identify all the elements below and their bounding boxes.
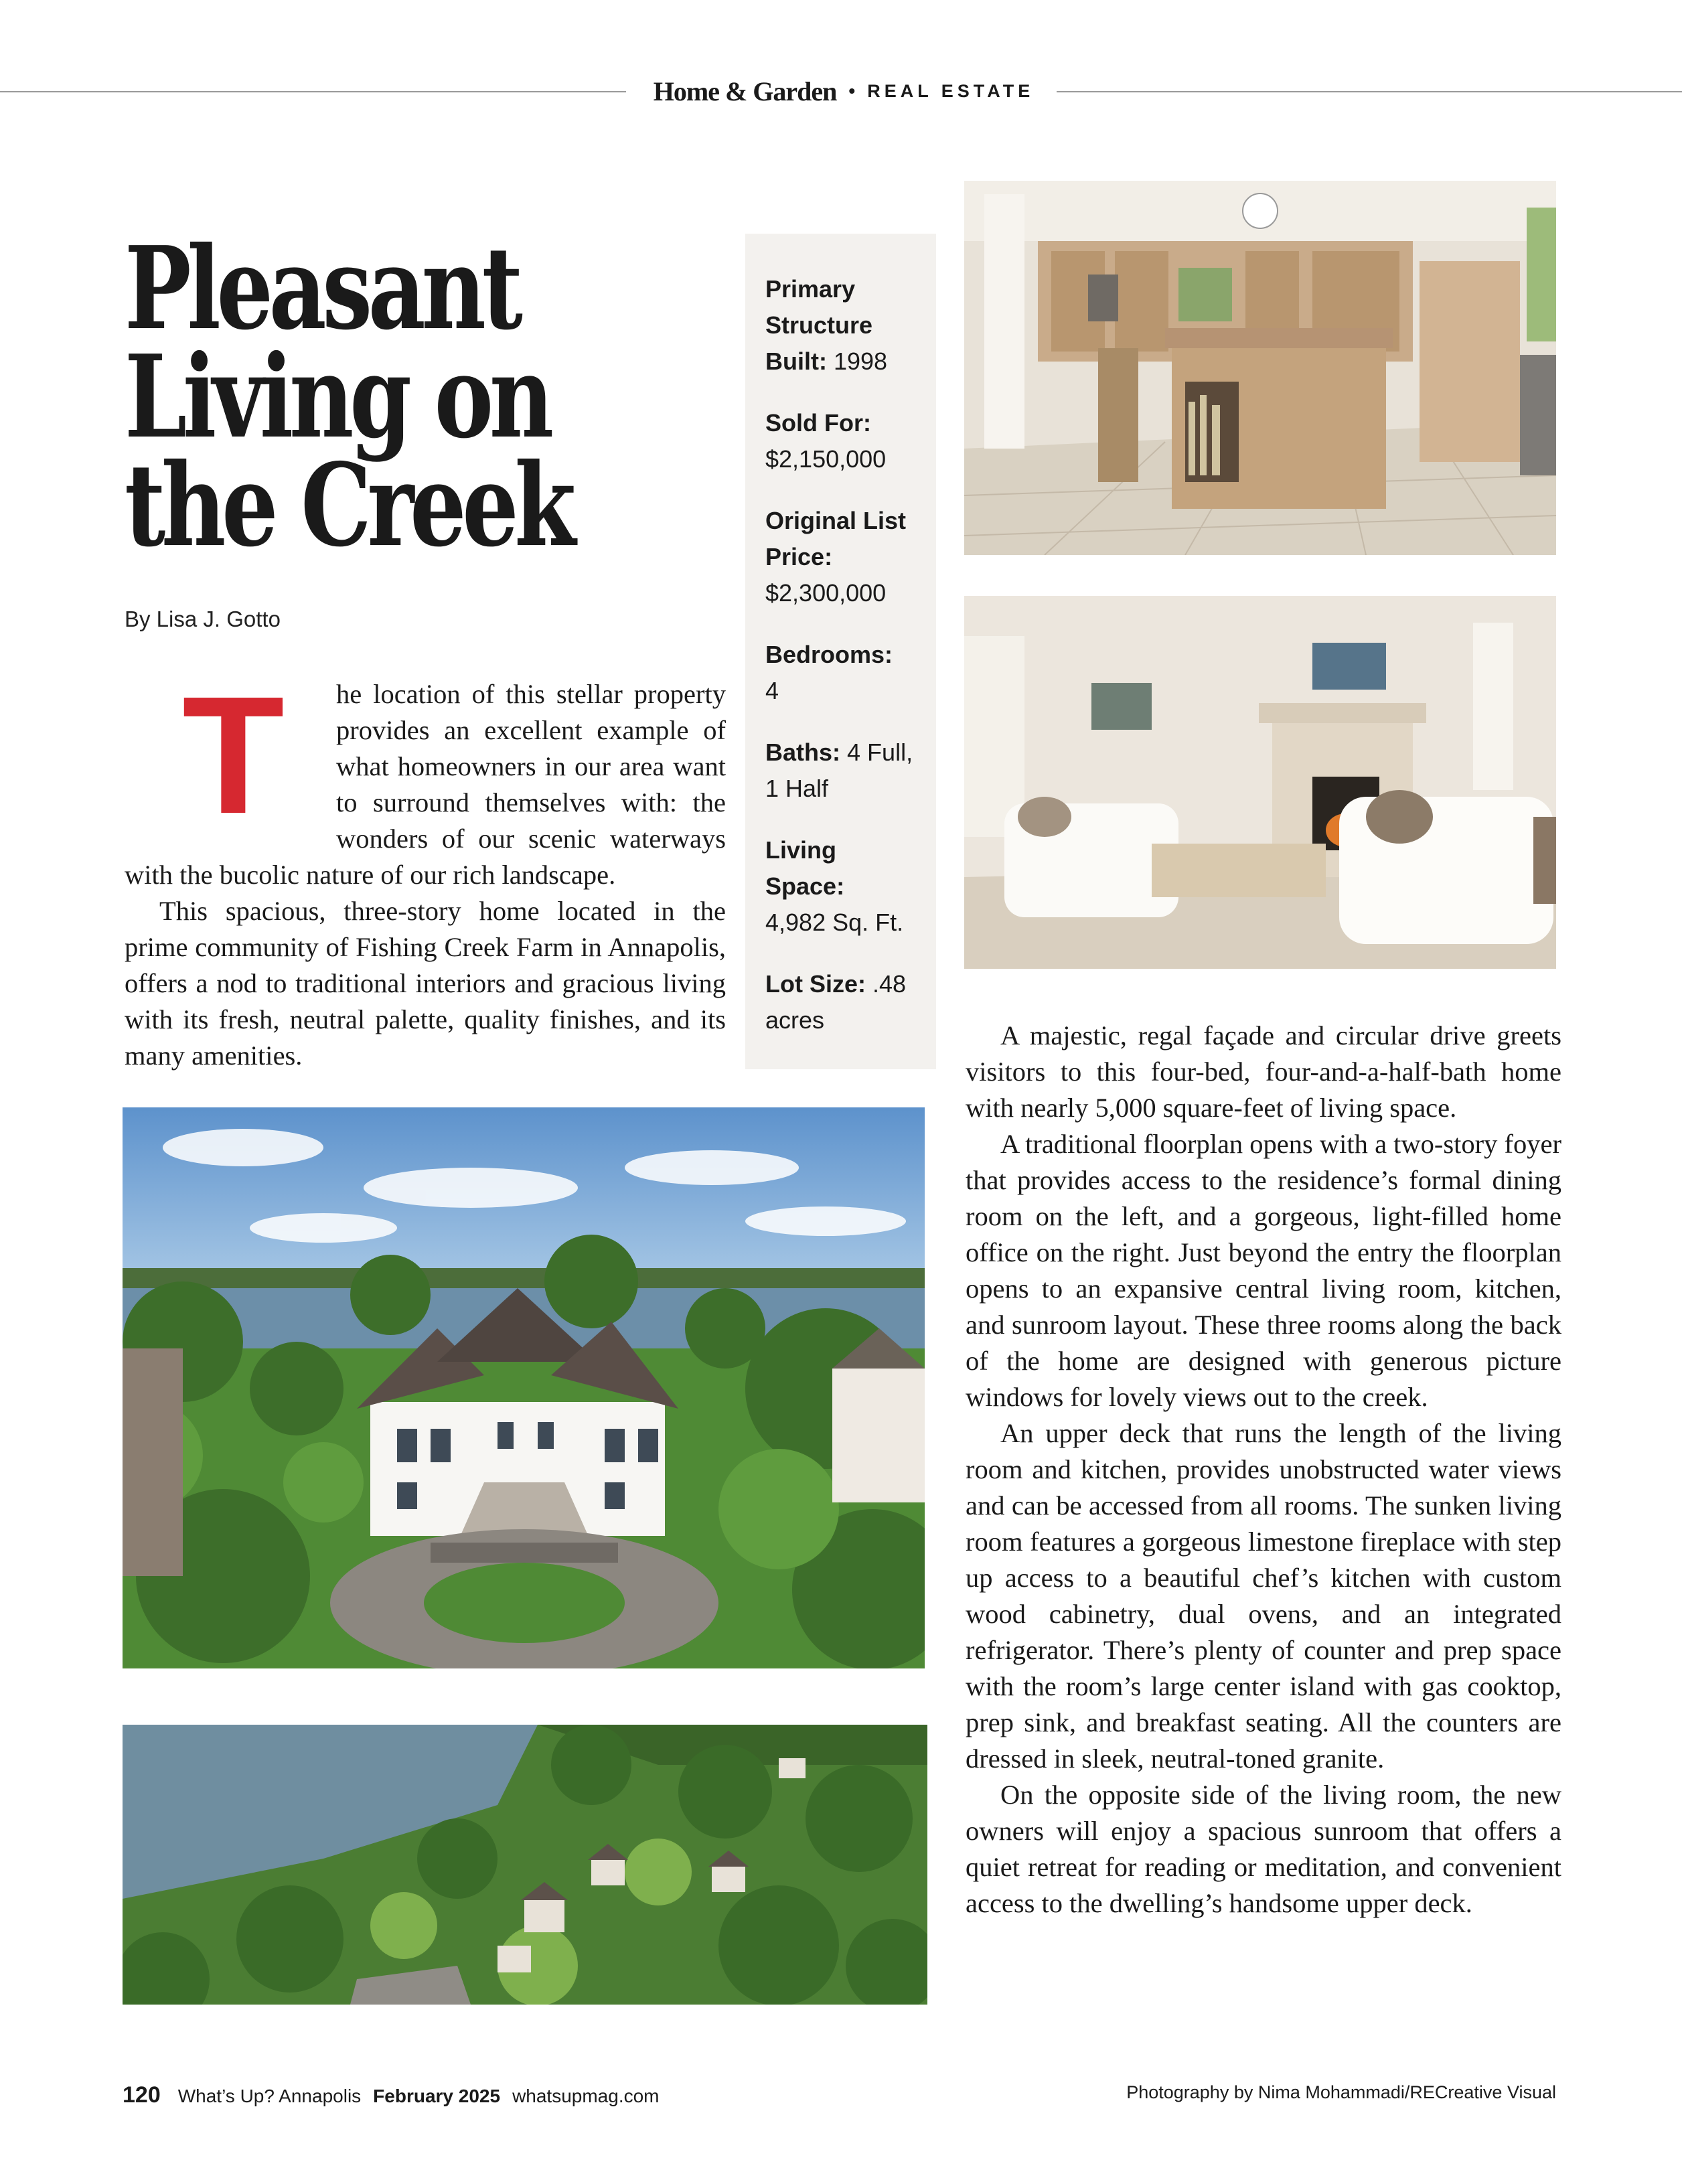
fact-item — [765, 966, 916, 1038]
byline: By Lisa J. Gotto — [125, 607, 281, 631]
fact-label: Original List Price: — [765, 507, 907, 570]
fact-label: Living Space: — [765, 836, 845, 900]
title-line: Pleasant — [125, 222, 519, 356]
page-footer — [123, 2082, 660, 2108]
fact-item — [765, 832, 916, 941]
article-title — [125, 222, 605, 572]
property-facts-box — [745, 234, 936, 1069]
header-rule-right — [1057, 91, 1682, 92]
intro-paragraph — [125, 661, 726, 893]
fact-item — [765, 734, 916, 807]
body-paragraph: An upper deck that runs the length of the living room and kitchen, provides unobstructed water views and can be accessed from all rooms. The sunken living room features a gorgeous limestone fireplace with step up access to a beautiful chef’s kitchen with custom wood cabinetry, dual ovens, and an integrated refrigerator. There’s plenty of counter and prep space with the room’s large center island with gas cooktop, prep sink, and breakfast seating. All the counters are dressed in sleek, neutral-toned granite. — [966, 1418, 1561, 1774]
intro-paragraph-text: he location of this stellar property provides an excellent example of what homeowners in our area want to surround themselves with: the wonders of our scenic waterways with the bucolic nature of our rich landscape. — [125, 679, 726, 890]
body-paragraph: A majestic, regal façade and circular drive greets visitors to this four-bed, four-and-a-half-bath home with nearly 5,000 square-feet of living space. — [966, 1020, 1561, 1123]
aerial-home-photo — [123, 1107, 925, 1668]
fact-value: $2,150,000 — [765, 445, 887, 473]
header-section: REAL ESTATE — [867, 80, 1035, 101]
intro-paragraph: This spacious, three-story home located in the prime community of Fishing Creek Farm in Annapolis, offers a nod to traditional interiors and gracious living with its fresh, neutral palette, quality finishes, and its many amenities. — [125, 896, 726, 1071]
section-header — [629, 72, 1058, 110]
photo-credit: Photography by Nima Mohammadi/RECreative Visual — [1126, 2082, 1556, 2102]
fact-value: 4,982 Sq. Ft. — [765, 909, 904, 936]
fact-label: Sold For: — [765, 409, 871, 437]
body-paragraph: On the opposite side of the living room, the new owners will enjoy a spacious sunroom that offers a quiet retreat for reading or meditation, and convenient access to the dwelling’s handsome upper deck. — [966, 1780, 1561, 1918]
aerial-creek-photo — [123, 1725, 927, 2005]
living-room-photo — [964, 596, 1556, 969]
fact-value: .48 acres — [765, 970, 907, 1034]
main-body-text — [966, 1018, 1561, 1922]
fact-label: Bedrooms: — [765, 641, 893, 668]
fact-value: 4 Full, 1 Half — [765, 738, 913, 802]
fact-value: 4 — [765, 677, 779, 704]
header-brand: Home & Garden — [653, 76, 837, 106]
fact-item — [765, 503, 916, 611]
website: whatsupmag.com — [512, 2086, 660, 2106]
fact-label: Baths: — [765, 738, 841, 766]
title-line: Living on — [125, 330, 550, 464]
drop-cap: T — [182, 661, 285, 848]
issue-date: February 2025 — [373, 2086, 501, 2106]
page-number: 120 — [123, 2082, 161, 2108]
fact-label: Primary Structure Built: — [765, 275, 873, 375]
intro-text — [125, 661, 726, 1074]
fact-value: 1998 — [833, 347, 888, 375]
publication-name: What’s Up? Annapolis — [177, 2086, 362, 2106]
fact-item — [765, 637, 916, 709]
fact-item — [765, 271, 916, 380]
header-separator: • — [848, 80, 856, 101]
fact-item — [765, 405, 916, 477]
fact-value: $2,300,000 — [765, 579, 887, 607]
title-line: the Creek — [125, 439, 572, 572]
kitchen-photo — [964, 181, 1556, 555]
fact-label: Lot Size: — [765, 970, 866, 998]
header-rule-left — [0, 91, 626, 92]
body-paragraph: A traditional floorplan opens with a two-story foyer that provides access to the residence’s formal dining room on the left, and a gorgeous, light-filled home office on the right. Just beyond the entry the floorplan opens to an expansive central living room, kitchen, and sunroom layout. These three rooms along the back of the home are designed with generous picture windows for lovely views out to the creek. — [966, 1129, 1561, 1412]
